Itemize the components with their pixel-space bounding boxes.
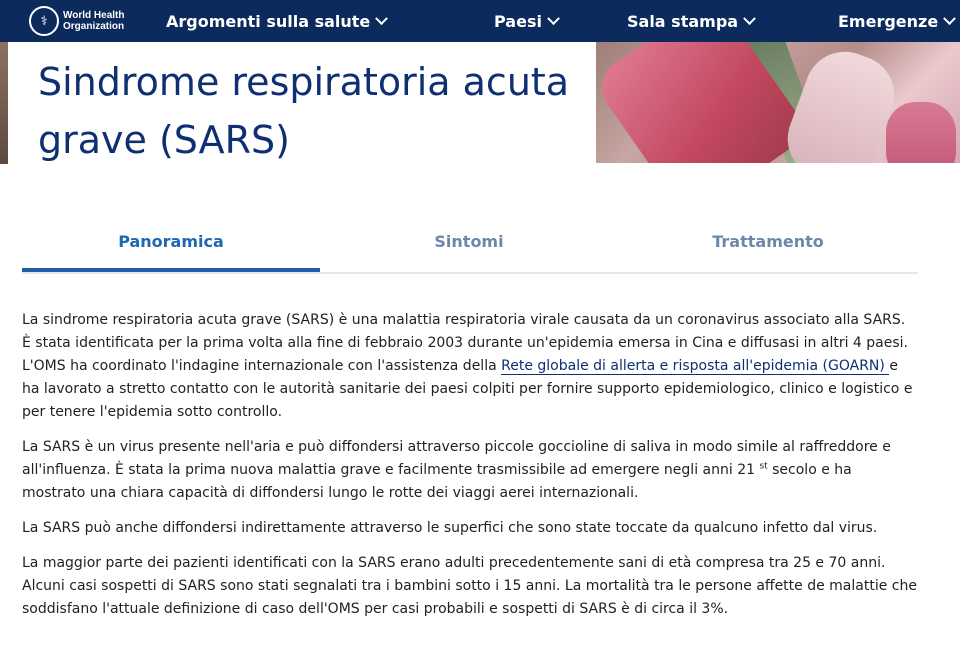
nav-item-paesi[interactable] [494, 0, 558, 42]
logo-text-line1: World Health [63, 10, 125, 21]
goarn-link[interactable]: Rete globale di allerta e risposta all'epidemia (GOARN) [501, 358, 890, 374]
nav-item-label: Sala stampa [627, 11, 739, 31]
tab-trattamento[interactable]: Trattamento [712, 231, 824, 251]
logo-text [63, 10, 124, 32]
chevron-down-icon [743, 12, 756, 25]
nav-item-sala-stampa[interactable] [627, 0, 754, 42]
hero-image [596, 42, 960, 163]
top-navigation [0, 0, 960, 42]
paragraph-4: La maggior parte dei pazienti identificati con la SARS erano adulti precedentemente sani di età compresa tra 25 e 70 anni. Alcuni casi sospetti di SARS sono stati segnalati tra i bambini sotto i 15 anni. La mortalità tra le persone affette de malattie che soddisfano l'attuale definizione di caso dell'OMS per casi probabili e sospetti di SARS è di circa il 3%. [22, 555, 917, 617]
paragraph-1-text-after-link: e ha lavorato a stretto contatto con le autorità sanitarie dei paesi colpiti per fornire supporto epidemiologico, clinico e logistico e per tenere l'epidemia sotto controllo. [22, 358, 913, 420]
chevron-down-icon [547, 12, 560, 25]
paragraph-2 [22, 436, 918, 505]
nav-item-emergenze[interactable] [838, 0, 954, 42]
content-tabs [22, 212, 918, 274]
paragraph-1-text-before-link: La sindrome respiratoria acuta grave (SARS) è una malattia respiratoria virale causata da un coronavirus associato alla SARS. È stata identificata per la prima volta alla fine di febbraio 2003 durante un'epidemia emersa in Cina e diffusasi in altri 4 paesi. L'OMS ha coordinato l'indagine internazionale con l'assistenza della [22, 312, 909, 374]
nav-item-label: Paesi [494, 11, 542, 31]
tab-panoramica[interactable]: Panoramica [22, 212, 320, 270]
paragraph-2-text-before-sup: La SARS è un virus presente nell'aria e può diffondersi attraverso piccole goccioline di saliva in modo simile al raffreddore e all'influenza. È stata la prima nuova malattia grave e facilmente trasmissibile ad emergere negli anni 21 [22, 439, 891, 478]
chevron-down-icon [375, 12, 388, 25]
who-logo[interactable] [29, 5, 124, 37]
nav-item-argomenti-sulla-salute[interactable] [166, 0, 386, 42]
paragraph-3: La SARS può anche diffondersi indirettamente attraverso le superfici che sono state toccate da qualcuno infetto dal virus. [22, 520, 878, 536]
who-emblem-icon: ⚕ [29, 6, 59, 36]
paragraph-2-text-after-sup: secolo e ha mostrato una chiara capacità di diffondersi lungo le rotte dei viaggi aerei internazionali. [22, 462, 852, 501]
article-body [22, 309, 918, 633]
nav-item-label: Argomenti sulla salute [166, 11, 371, 31]
chevron-down-icon [943, 12, 956, 25]
tab-sintomi[interactable]: Sintomi [434, 231, 504, 251]
page-title: Sindrome respiratoria acuta grave (SARS) [38, 60, 570, 162]
paragraph-1 [22, 309, 918, 424]
logo-text-line2: Organization [63, 21, 125, 32]
nav-item-label: Emergenze [838, 11, 939, 31]
ordinal-superscript: st [759, 461, 768, 472]
hero-background-strip [0, 42, 8, 164]
